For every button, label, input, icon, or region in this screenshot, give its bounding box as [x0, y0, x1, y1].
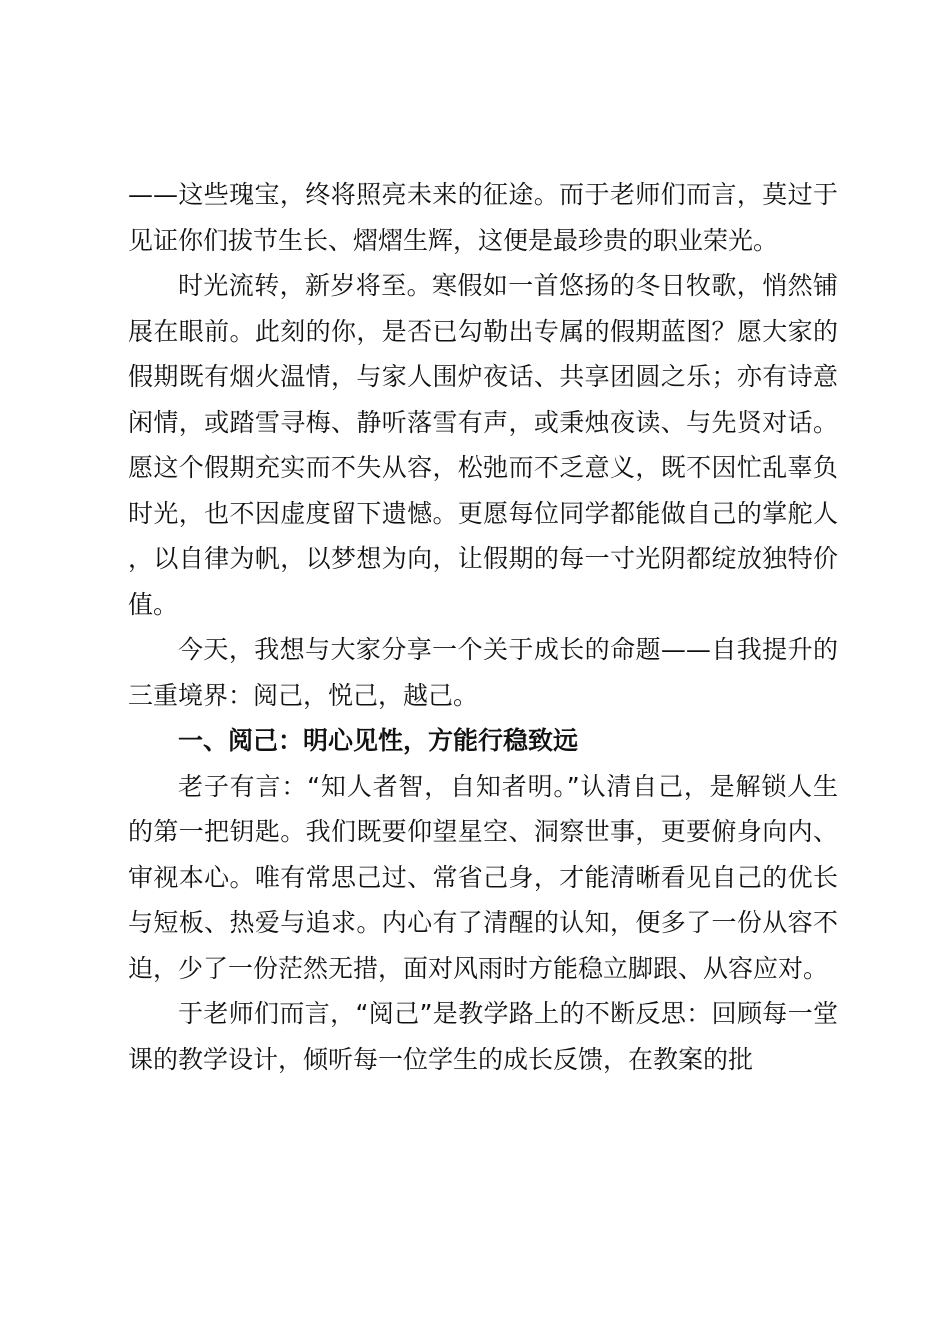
- paragraph-laozi-quote: 老子有言：“知人者智，自知者明。”认清自己，是解锁人生的第一把钥匙。我们既要仰望星空、洞察世事，更要俯身向内、审视本心。唯有常思己过、常省己身，才能清晰看见自己的优长与短板、热爱与追求。内心有了清醒的认知，便多了一份从容不迫，少了一份茫然无措，面对风雨时方能稳立脚跟、从容应对。: [128, 771, 838, 983]
- paragraph-holiday-wishes: 时光流转，新岁将至。寒假如一首悠扬的冬日牧歌，悄然铺展在眼前。此刻的你，是否已勾勒出专属的假期蓝图？愿大家的假期既有烟火温情，与家人围炉夜话、共享团圆之乐；亦有诗意闲情，或踏雪寻梅、静听落雪有声，或秉烛夜读、与先贤对话。愿这个假期充实而不失从容，松弛而不乏意义，既不因忙乱辜负时光，也不因虚度留下遗憾。更愿每位同学都能做自己的掌舵人，以自律为帆，以梦想为向，让假期的每一寸光阴都绽放独特价值。: [128, 271, 838, 619]
- section-heading-1: 一、阅己：明心见性，方能行稳致远: [178, 726, 579, 755]
- paragraph-continued: ——这些瑰宝，终将照亮未来的征途。而于老师们而言，莫过于见证你们拔节生长、熠熠生辉，这便是最珍贵的职业荣光。: [128, 180, 838, 255]
- document-body: [128, 172, 838, 1082]
- paragraph-teachers-reflection: 于老师们而言，“阅己”是教学路上的不断反思：回顾每一堂课的教学设计，倾听每一位学生的成长反馈，在教案的批: [128, 999, 838, 1074]
- paragraph-growth-theme: 今天，我想与大家分享一个关于成长的命题——自我提升的三重境界：阅己，悦己，越己。: [128, 635, 838, 710]
